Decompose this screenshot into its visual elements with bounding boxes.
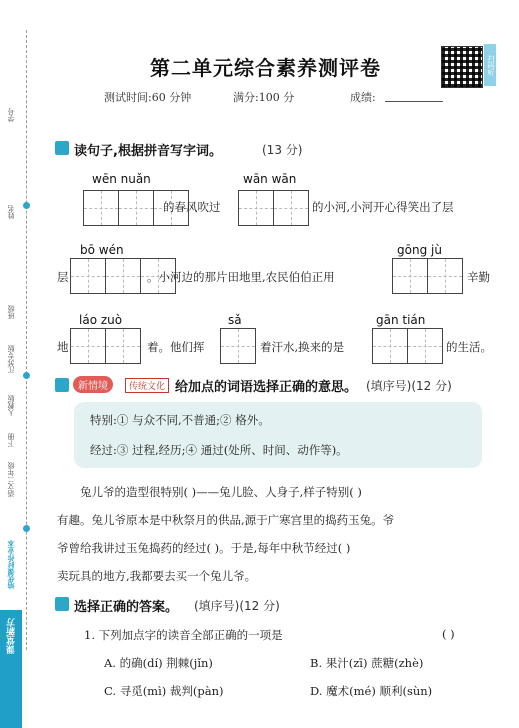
char-grid[interactable] [220,328,255,364]
sentence-text: 着汗水,换来的是 [260,340,345,354]
sentence-text: 着。他们挥 [147,340,205,354]
char-grid[interactable] [70,328,140,364]
pinyin: gōng jù [397,243,442,257]
full-score: 满分:100 分 [233,91,295,104]
binding-hole-icon [23,372,30,379]
traditional-culture-badge: 传统文化 [125,378,169,393]
section-2-score: (填序号)(12 分) [366,379,452,393]
definition-special: 特别:① 与众不同,不普通;② 格外。 [90,413,270,427]
score-blank[interactable] [385,101,443,102]
section-1-marker [55,141,69,155]
answer-blank[interactable]: ( ) [442,627,455,641]
pinyin: wān wān [243,172,297,186]
pinyin: bō wén [80,243,124,257]
sentence-text: 辛勤 [467,270,490,284]
section-2-marker [55,378,69,392]
qr-tag: 扫码听 [484,44,496,86]
page-title: 第二单元综合素养测评卷 [150,56,381,80]
section-3-title: 选择正确的答案。 [74,600,179,615]
section-1-score: (13 分) [262,143,303,157]
pinyin: gān tián [376,313,426,327]
publisher-label: 人教版 [7,395,15,416]
score-label: 成绩: [350,91,376,104]
edition-label: 江苏专版 [7,345,15,373]
paragraph-line: 有趣。兔儿爷原本是中秋祭月的供品,源于广寒宫里的捣药玉兔。爷 [57,513,395,527]
volume-label: 下册 [7,433,15,447]
question-1: 1. 下列加点字的读音全部正确的一项是 [84,628,283,642]
binding-hole-icon [23,202,30,209]
sentence-text: 层 [57,270,69,284]
sentence-text: 。小河边的那片田地里,农民伯伯正用 [147,270,335,284]
sentence-text: 地 [57,340,69,354]
sentence-text: 的小河,小河开心得笑出了层 [312,200,454,214]
grade-label: 语文二年级 [7,462,15,497]
option-a[interactable]: A. 的确(dí) 荆棘(jǐn) [104,656,213,670]
paragraph-line: 爷曾给我讲过玉兔捣药的经过( )。于是,每年中秋节经过( ) [57,541,351,555]
section-2-title: 给加点的词语选择正确的意思。 [175,380,358,395]
option-d[interactable]: D. 魔术(mé) 顺利(sùn) [310,684,433,698]
brand-subtitle: 培优课时作业本 [7,540,15,589]
class-label: 班级 [7,305,15,319]
section-3-score: (填序号)(12 分) [194,599,280,613]
student-id-label: 学号 [7,108,15,122]
brand-logo: 课堂新方 [7,618,17,654]
sentence-text: 的生活。 [446,340,492,354]
section-1-title: 读句子,根据拼音写字词。 [74,144,222,159]
definition-pass: 经过:③ 过程,经历;④ 通过(处所、时间、动作等)。 [90,443,348,457]
char-grid[interactable] [238,190,308,226]
paragraph-line: 卖玩具的地方,我都要去买一个兔儿爷。 [57,569,257,583]
name-label: 姓名 [7,205,15,219]
pinyin: sǎ [228,313,242,327]
binding-hole-icon [23,525,30,532]
option-c[interactable]: C. 寻觅(mì) 裁判(pàn) [104,684,224,698]
char-grid[interactable] [372,328,442,364]
test-time: 测试时间:60 分钟 [104,91,192,104]
paragraph-line: 兔儿爷的造型很特别( )——兔儿脸、人身子,样子特别( ) [80,485,362,499]
char-grid[interactable] [392,258,462,294]
sentence-text: 的春风吹过 [163,200,221,214]
qr-code-icon[interactable] [441,46,483,88]
option-b[interactable]: B. 果汁(zī) 蔗糖(zhè) [310,656,424,670]
pinyin: láo zuò [79,313,123,327]
section-3-marker [55,597,69,611]
pinyin: wēn nuǎn [92,172,151,186]
binding-line [26,30,27,650]
new-context-badge: 新情境 [73,376,113,393]
